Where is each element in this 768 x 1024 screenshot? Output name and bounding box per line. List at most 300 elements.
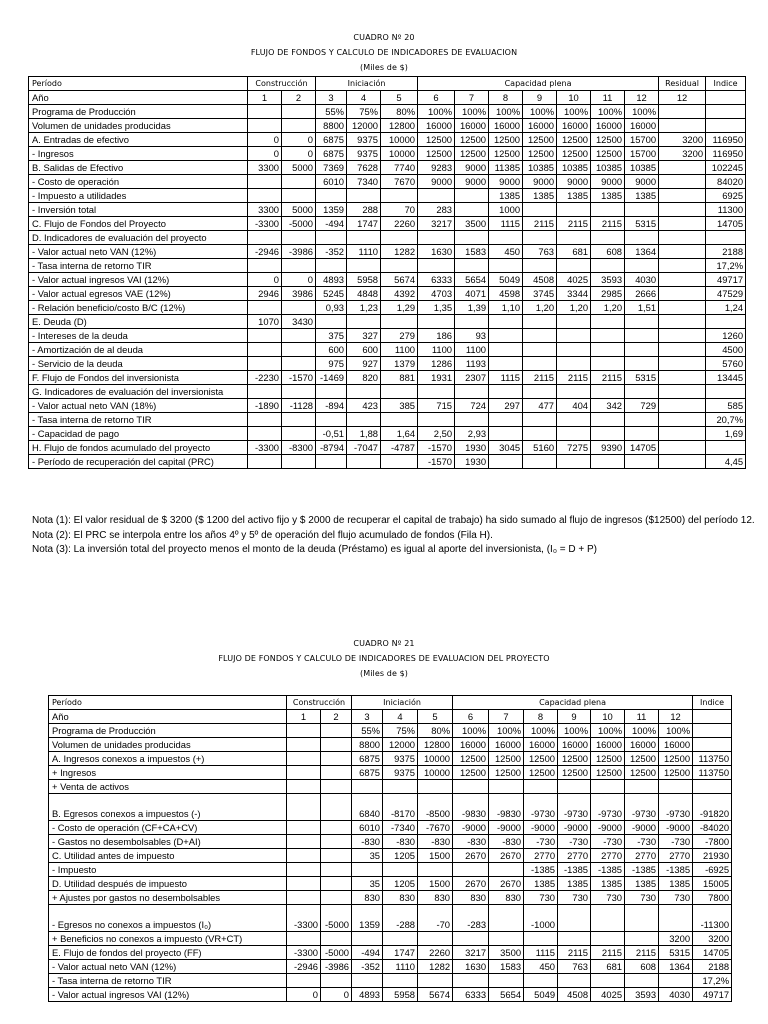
year-cell: 3 xyxy=(352,710,383,724)
value-cell: 14705 xyxy=(693,946,732,960)
value-cell: -1385 xyxy=(625,863,659,877)
value-cell: 3593 xyxy=(591,273,625,287)
value-cell: 11300 xyxy=(706,203,746,217)
value-cell: 6333 xyxy=(418,273,455,287)
value-cell xyxy=(659,974,693,988)
table-row xyxy=(49,780,732,794)
table-row xyxy=(29,371,746,385)
value-cell: 9000 xyxy=(455,161,489,175)
value-cell: 16000 xyxy=(625,738,659,752)
value-cell: 730 xyxy=(524,891,558,905)
value-cell: 6840 xyxy=(352,794,383,821)
value-cell: 1385 xyxy=(489,189,523,203)
value-cell xyxy=(523,231,557,245)
value-cell: 2770 xyxy=(659,849,693,863)
value-cell: 7275 xyxy=(557,441,591,455)
year-cell: 12 xyxy=(659,91,706,105)
value-cell: 1385 xyxy=(591,189,625,203)
value-cell: 6875 xyxy=(352,766,383,780)
value-cell: 327 xyxy=(347,329,381,343)
value-cell: 1,24 xyxy=(706,301,746,315)
value-cell: 17,2% xyxy=(706,259,746,273)
value-cell xyxy=(381,385,418,399)
value-cell: -1890 xyxy=(248,399,282,413)
value-cell xyxy=(659,371,706,385)
value-cell xyxy=(287,877,321,891)
value-cell: -9000 xyxy=(591,821,625,835)
value-cell: 3300 xyxy=(248,203,282,217)
value-cell: 1110 xyxy=(383,960,418,974)
year-cell: 11 xyxy=(591,91,625,105)
year-cell: 1 xyxy=(287,710,321,724)
value-cell: -9000 xyxy=(625,821,659,835)
value-cell: 830 xyxy=(383,891,418,905)
value-cell: 12500 xyxy=(489,147,523,161)
value-cell: 6925 xyxy=(706,189,746,203)
year-cell: 7 xyxy=(455,91,489,105)
value-cell: 10000 xyxy=(381,133,418,147)
value-cell: 9375 xyxy=(347,147,381,161)
value-cell: 1747 xyxy=(347,217,381,231)
value-cell: -830 xyxy=(418,835,453,849)
value-cell: 3200 xyxy=(659,932,693,946)
value-cell: 2188 xyxy=(693,960,732,974)
value-cell: -352 xyxy=(316,245,347,259)
value-cell xyxy=(706,315,746,329)
value-cell: 5958 xyxy=(347,273,381,287)
value-cell: 724 xyxy=(455,399,489,413)
row-label: H. Flujo de fondos acumulado del proyecto xyxy=(29,441,248,455)
cuadro20-table xyxy=(28,76,746,469)
value-cell: 8800 xyxy=(316,119,347,133)
value-cell: 9000 xyxy=(625,175,659,189)
value-cell: 12500 xyxy=(489,133,523,147)
value-cell xyxy=(282,175,316,189)
year-cell xyxy=(706,91,746,105)
value-cell xyxy=(381,315,418,329)
value-cell: -1570 xyxy=(282,371,316,385)
value-cell xyxy=(347,231,381,245)
value-cell: 116950 xyxy=(706,147,746,161)
value-cell: 10385 xyxy=(557,161,591,175)
header-year-row xyxy=(29,91,746,105)
value-cell: -3300 xyxy=(248,217,282,231)
value-cell xyxy=(282,455,316,469)
value-cell xyxy=(248,427,282,441)
value-cell: 55% xyxy=(352,724,383,738)
value-cell xyxy=(287,738,321,752)
value-cell xyxy=(489,385,523,399)
value-cell: -9830 xyxy=(453,794,489,821)
value-cell: 0 xyxy=(248,273,282,287)
value-cell: 1583 xyxy=(489,960,524,974)
value-cell xyxy=(282,329,316,343)
row-label: - Impuesto a utilidades xyxy=(29,189,248,203)
value-cell xyxy=(321,835,352,849)
table-row xyxy=(29,147,746,161)
value-cell: 5315 xyxy=(625,217,659,231)
row-label: A. Ingresos conexos a impuestos (+) xyxy=(49,752,287,766)
value-cell xyxy=(557,357,591,371)
value-cell: 820 xyxy=(347,371,381,385)
note-2: Nota (2): El PRC se interpola entre los años 4º y 5º de operación del flujo acumulado de fondos (Fila H). xyxy=(32,529,493,541)
value-cell: 2307 xyxy=(455,371,489,385)
value-cell: 1205 xyxy=(383,849,418,863)
value-cell xyxy=(659,427,706,441)
value-cell: 3200 xyxy=(659,147,706,161)
row-label: + Ajustes por gastos no desembolsables xyxy=(49,891,287,905)
row-label: - Tasa interna de retorno TIR xyxy=(29,259,248,273)
value-cell: -283 xyxy=(453,905,489,932)
table-row xyxy=(29,399,746,413)
value-cell: 0 xyxy=(321,988,352,1002)
value-cell xyxy=(453,863,489,877)
value-cell: 15700 xyxy=(625,147,659,161)
value-cell: 12500 xyxy=(558,766,591,780)
value-cell: 2670 xyxy=(453,877,489,891)
value-cell: 12500 xyxy=(455,133,489,147)
value-cell: 375 xyxy=(316,329,347,343)
value-cell xyxy=(591,343,625,357)
value-cell: 1385 xyxy=(659,877,693,891)
value-cell xyxy=(418,259,455,273)
value-cell: 3430 xyxy=(282,315,316,329)
table-row xyxy=(29,189,746,203)
row-label: + Ingresos xyxy=(49,766,287,780)
value-cell xyxy=(316,385,347,399)
value-cell xyxy=(591,203,625,217)
value-cell: -7340 xyxy=(383,821,418,835)
header-group-cell: Construcción xyxy=(248,77,316,91)
value-cell: 600 xyxy=(316,343,347,357)
value-cell xyxy=(455,231,489,245)
value-cell: 49717 xyxy=(693,988,732,1002)
value-cell xyxy=(489,343,523,357)
value-cell xyxy=(316,455,347,469)
value-cell xyxy=(321,794,352,821)
value-cell: 2115 xyxy=(591,371,625,385)
value-cell xyxy=(347,189,381,203)
value-cell: 1286 xyxy=(418,357,455,371)
value-cell xyxy=(489,974,524,988)
value-cell: -9730 xyxy=(558,794,591,821)
value-cell xyxy=(706,231,746,245)
value-cell: 1359 xyxy=(316,203,347,217)
value-cell: -2230 xyxy=(248,371,282,385)
table-row xyxy=(49,988,732,1002)
value-cell xyxy=(282,343,316,357)
value-cell xyxy=(558,780,591,794)
value-cell xyxy=(659,105,706,119)
value-cell: 49717 xyxy=(706,273,746,287)
value-cell: 93 xyxy=(455,329,489,343)
value-cell xyxy=(418,385,455,399)
value-cell: 9000 xyxy=(591,175,625,189)
value-cell: -9730 xyxy=(659,794,693,821)
year-cell: 4 xyxy=(347,91,381,105)
value-cell: 47529 xyxy=(706,287,746,301)
value-cell xyxy=(557,343,591,357)
value-cell xyxy=(381,259,418,273)
value-cell xyxy=(706,441,746,455)
value-cell: 283 xyxy=(418,203,455,217)
value-cell xyxy=(489,780,524,794)
value-cell xyxy=(591,455,625,469)
value-cell: 0 xyxy=(282,133,316,147)
year-cell: 9 xyxy=(523,91,557,105)
value-cell: 5160 xyxy=(523,441,557,455)
value-cell xyxy=(625,231,659,245)
row-label: Programa de Producción xyxy=(29,105,248,119)
value-cell: 288 xyxy=(347,203,381,217)
value-cell xyxy=(558,974,591,988)
value-cell: -730 xyxy=(625,835,659,849)
value-cell: 4598 xyxy=(489,287,523,301)
value-cell: 16000 xyxy=(455,119,489,133)
value-cell xyxy=(625,974,659,988)
value-cell: 0 xyxy=(287,988,321,1002)
value-cell: 1500 xyxy=(418,877,453,891)
year-cell xyxy=(693,710,732,724)
value-cell: 12500 xyxy=(455,147,489,161)
value-cell xyxy=(248,259,282,273)
value-cell: 116950 xyxy=(706,133,746,147)
row-label: Año xyxy=(49,710,287,724)
year-cell: 11 xyxy=(625,710,659,724)
value-cell: 10000 xyxy=(418,766,453,780)
value-cell: 100% xyxy=(418,105,455,119)
value-cell: 3200 xyxy=(693,932,732,946)
value-cell: 100% xyxy=(591,105,625,119)
row-label: - Valor actual neto VAN (18%) xyxy=(29,399,248,413)
value-cell: 4508 xyxy=(558,988,591,1002)
value-cell xyxy=(418,863,453,877)
table-row xyxy=(29,217,746,231)
value-cell: 1,35 xyxy=(418,301,455,315)
value-cell xyxy=(659,385,706,399)
value-cell xyxy=(591,231,625,245)
value-cell: -9000 xyxy=(524,821,558,835)
row-label: - Valor actual neto VAN (12%) xyxy=(49,960,287,974)
value-cell: -5000 xyxy=(282,217,316,231)
value-cell: 0 xyxy=(282,147,316,161)
value-cell xyxy=(282,357,316,371)
value-cell: 830 xyxy=(453,891,489,905)
value-cell xyxy=(418,315,455,329)
value-cell: 1931 xyxy=(418,371,455,385)
value-cell: 12500 xyxy=(418,133,455,147)
value-cell: 2670 xyxy=(489,849,524,863)
value-cell: -7800 xyxy=(693,835,732,849)
value-cell xyxy=(282,427,316,441)
row-label: - Servicio de la deuda xyxy=(29,357,248,371)
value-cell xyxy=(659,357,706,371)
value-cell: 1000 xyxy=(489,203,523,217)
value-cell: 763 xyxy=(558,960,591,974)
value-cell xyxy=(591,329,625,343)
row-label: Año xyxy=(29,91,248,105)
value-cell: 12500 xyxy=(524,766,558,780)
value-cell: 16000 xyxy=(591,119,625,133)
value-cell: 2,93 xyxy=(455,427,489,441)
value-cell: 1,29 xyxy=(381,301,418,315)
value-cell xyxy=(625,455,659,469)
value-cell: 9283 xyxy=(418,161,455,175)
value-cell: 1260 xyxy=(706,329,746,343)
value-cell: 5049 xyxy=(489,273,523,287)
header-group-cell: Período xyxy=(49,696,287,710)
table-row xyxy=(49,905,732,932)
value-cell: 9000 xyxy=(523,175,557,189)
value-cell: -9730 xyxy=(591,794,625,821)
row-label: B. Salidas de Efectivo xyxy=(29,161,248,175)
value-cell: 4025 xyxy=(557,273,591,287)
value-cell: 5760 xyxy=(706,357,746,371)
value-cell: -288 xyxy=(383,905,418,932)
value-cell: -730 xyxy=(659,835,693,849)
value-cell: -8794 xyxy=(316,441,347,455)
value-cell: 55% xyxy=(316,105,347,119)
value-cell: -9830 xyxy=(489,794,524,821)
value-cell: 100% xyxy=(453,724,489,738)
value-cell: 1630 xyxy=(453,960,489,974)
value-cell xyxy=(557,315,591,329)
value-cell xyxy=(287,849,321,863)
value-cell: -8170 xyxy=(383,794,418,821)
value-cell xyxy=(557,385,591,399)
value-cell: 2985 xyxy=(591,287,625,301)
header-group-cell: Construcción xyxy=(287,696,352,710)
table-row xyxy=(29,175,746,189)
value-cell: 1100 xyxy=(418,343,455,357)
value-cell xyxy=(489,932,524,946)
value-cell xyxy=(625,315,659,329)
value-cell: 3217 xyxy=(418,217,455,231)
value-cell xyxy=(557,427,591,441)
value-cell: 7670 xyxy=(381,175,418,189)
value-cell xyxy=(321,780,352,794)
value-cell: 3500 xyxy=(455,217,489,231)
value-cell: 5315 xyxy=(659,946,693,960)
value-cell: 12500 xyxy=(523,147,557,161)
value-cell: 14705 xyxy=(706,217,746,231)
value-cell xyxy=(381,189,418,203)
value-cell: 2,50 xyxy=(418,427,455,441)
value-cell: 1385 xyxy=(625,877,659,891)
value-cell: -1570 xyxy=(418,441,455,455)
value-cell xyxy=(557,231,591,245)
value-cell xyxy=(282,259,316,273)
row-label: Volumen de unidades producidas xyxy=(29,119,248,133)
value-cell: -9000 xyxy=(659,821,693,835)
header-group-cell: Iniciación xyxy=(316,77,418,91)
value-cell xyxy=(287,863,321,877)
value-cell: -730 xyxy=(524,835,558,849)
value-cell xyxy=(659,203,706,217)
year-cell: 12 xyxy=(625,91,659,105)
table-row xyxy=(29,357,746,371)
value-cell xyxy=(659,245,706,259)
header-group-cell: Capacidad plena xyxy=(418,77,659,91)
value-cell xyxy=(321,752,352,766)
header-group-cell: Residual xyxy=(659,77,706,91)
value-cell: 9390 xyxy=(591,441,625,455)
value-cell xyxy=(523,455,557,469)
value-cell xyxy=(523,413,557,427)
value-cell: 9000 xyxy=(455,175,489,189)
value-cell xyxy=(381,413,418,427)
value-cell xyxy=(383,932,418,946)
value-cell: -830 xyxy=(453,835,489,849)
year-cell: 5 xyxy=(418,710,453,724)
value-cell xyxy=(659,905,693,932)
value-cell xyxy=(418,413,455,427)
value-cell xyxy=(625,932,659,946)
row-label: E. Deuda (D) xyxy=(29,315,248,329)
cuadro20-notes xyxy=(32,514,762,558)
value-cell: 1282 xyxy=(381,245,418,259)
value-cell: -352 xyxy=(352,960,383,974)
value-cell: 2115 xyxy=(591,946,625,960)
value-cell: -494 xyxy=(316,217,347,231)
value-cell xyxy=(282,189,316,203)
value-cell: 1630 xyxy=(418,245,455,259)
value-cell xyxy=(591,974,625,988)
value-cell: 404 xyxy=(557,399,591,413)
value-cell xyxy=(524,974,558,988)
value-cell: 12500 xyxy=(557,133,591,147)
value-cell: 3593 xyxy=(625,988,659,1002)
value-cell: 113750 xyxy=(693,752,732,766)
value-cell: 1583 xyxy=(455,245,489,259)
value-cell xyxy=(287,932,321,946)
row-label: - Capacidad de pago xyxy=(29,427,248,441)
value-cell xyxy=(287,752,321,766)
value-cell xyxy=(625,427,659,441)
cuadro21-units: (Miles de $) xyxy=(359,669,409,678)
value-cell: -3986 xyxy=(282,245,316,259)
year-cell: 6 xyxy=(418,91,455,105)
value-cell: 4392 xyxy=(381,287,418,301)
value-cell: 830 xyxy=(489,891,524,905)
value-cell xyxy=(693,724,732,738)
value-cell: 3344 xyxy=(557,287,591,301)
table-row xyxy=(49,960,732,974)
value-cell: -3300 xyxy=(287,905,321,932)
value-cell: 7369 xyxy=(316,161,347,175)
value-cell: 477 xyxy=(523,399,557,413)
value-cell xyxy=(625,259,659,273)
table-row xyxy=(29,105,746,119)
header-group-cell: Indice xyxy=(693,696,732,710)
value-cell: -1385 xyxy=(659,863,693,877)
value-cell: 2260 xyxy=(381,217,418,231)
value-cell xyxy=(591,413,625,427)
value-cell: -3986 xyxy=(321,960,352,974)
value-cell: 12800 xyxy=(418,738,453,752)
value-cell xyxy=(316,189,347,203)
value-cell xyxy=(489,357,523,371)
value-cell: 14705 xyxy=(625,441,659,455)
year-cell: 2 xyxy=(282,91,316,105)
value-cell: 113750 xyxy=(693,766,732,780)
table-row xyxy=(29,427,746,441)
value-cell: 1,20 xyxy=(523,301,557,315)
value-cell xyxy=(347,315,381,329)
value-cell xyxy=(321,821,352,835)
value-cell xyxy=(489,231,523,245)
value-cell: 16000 xyxy=(418,119,455,133)
